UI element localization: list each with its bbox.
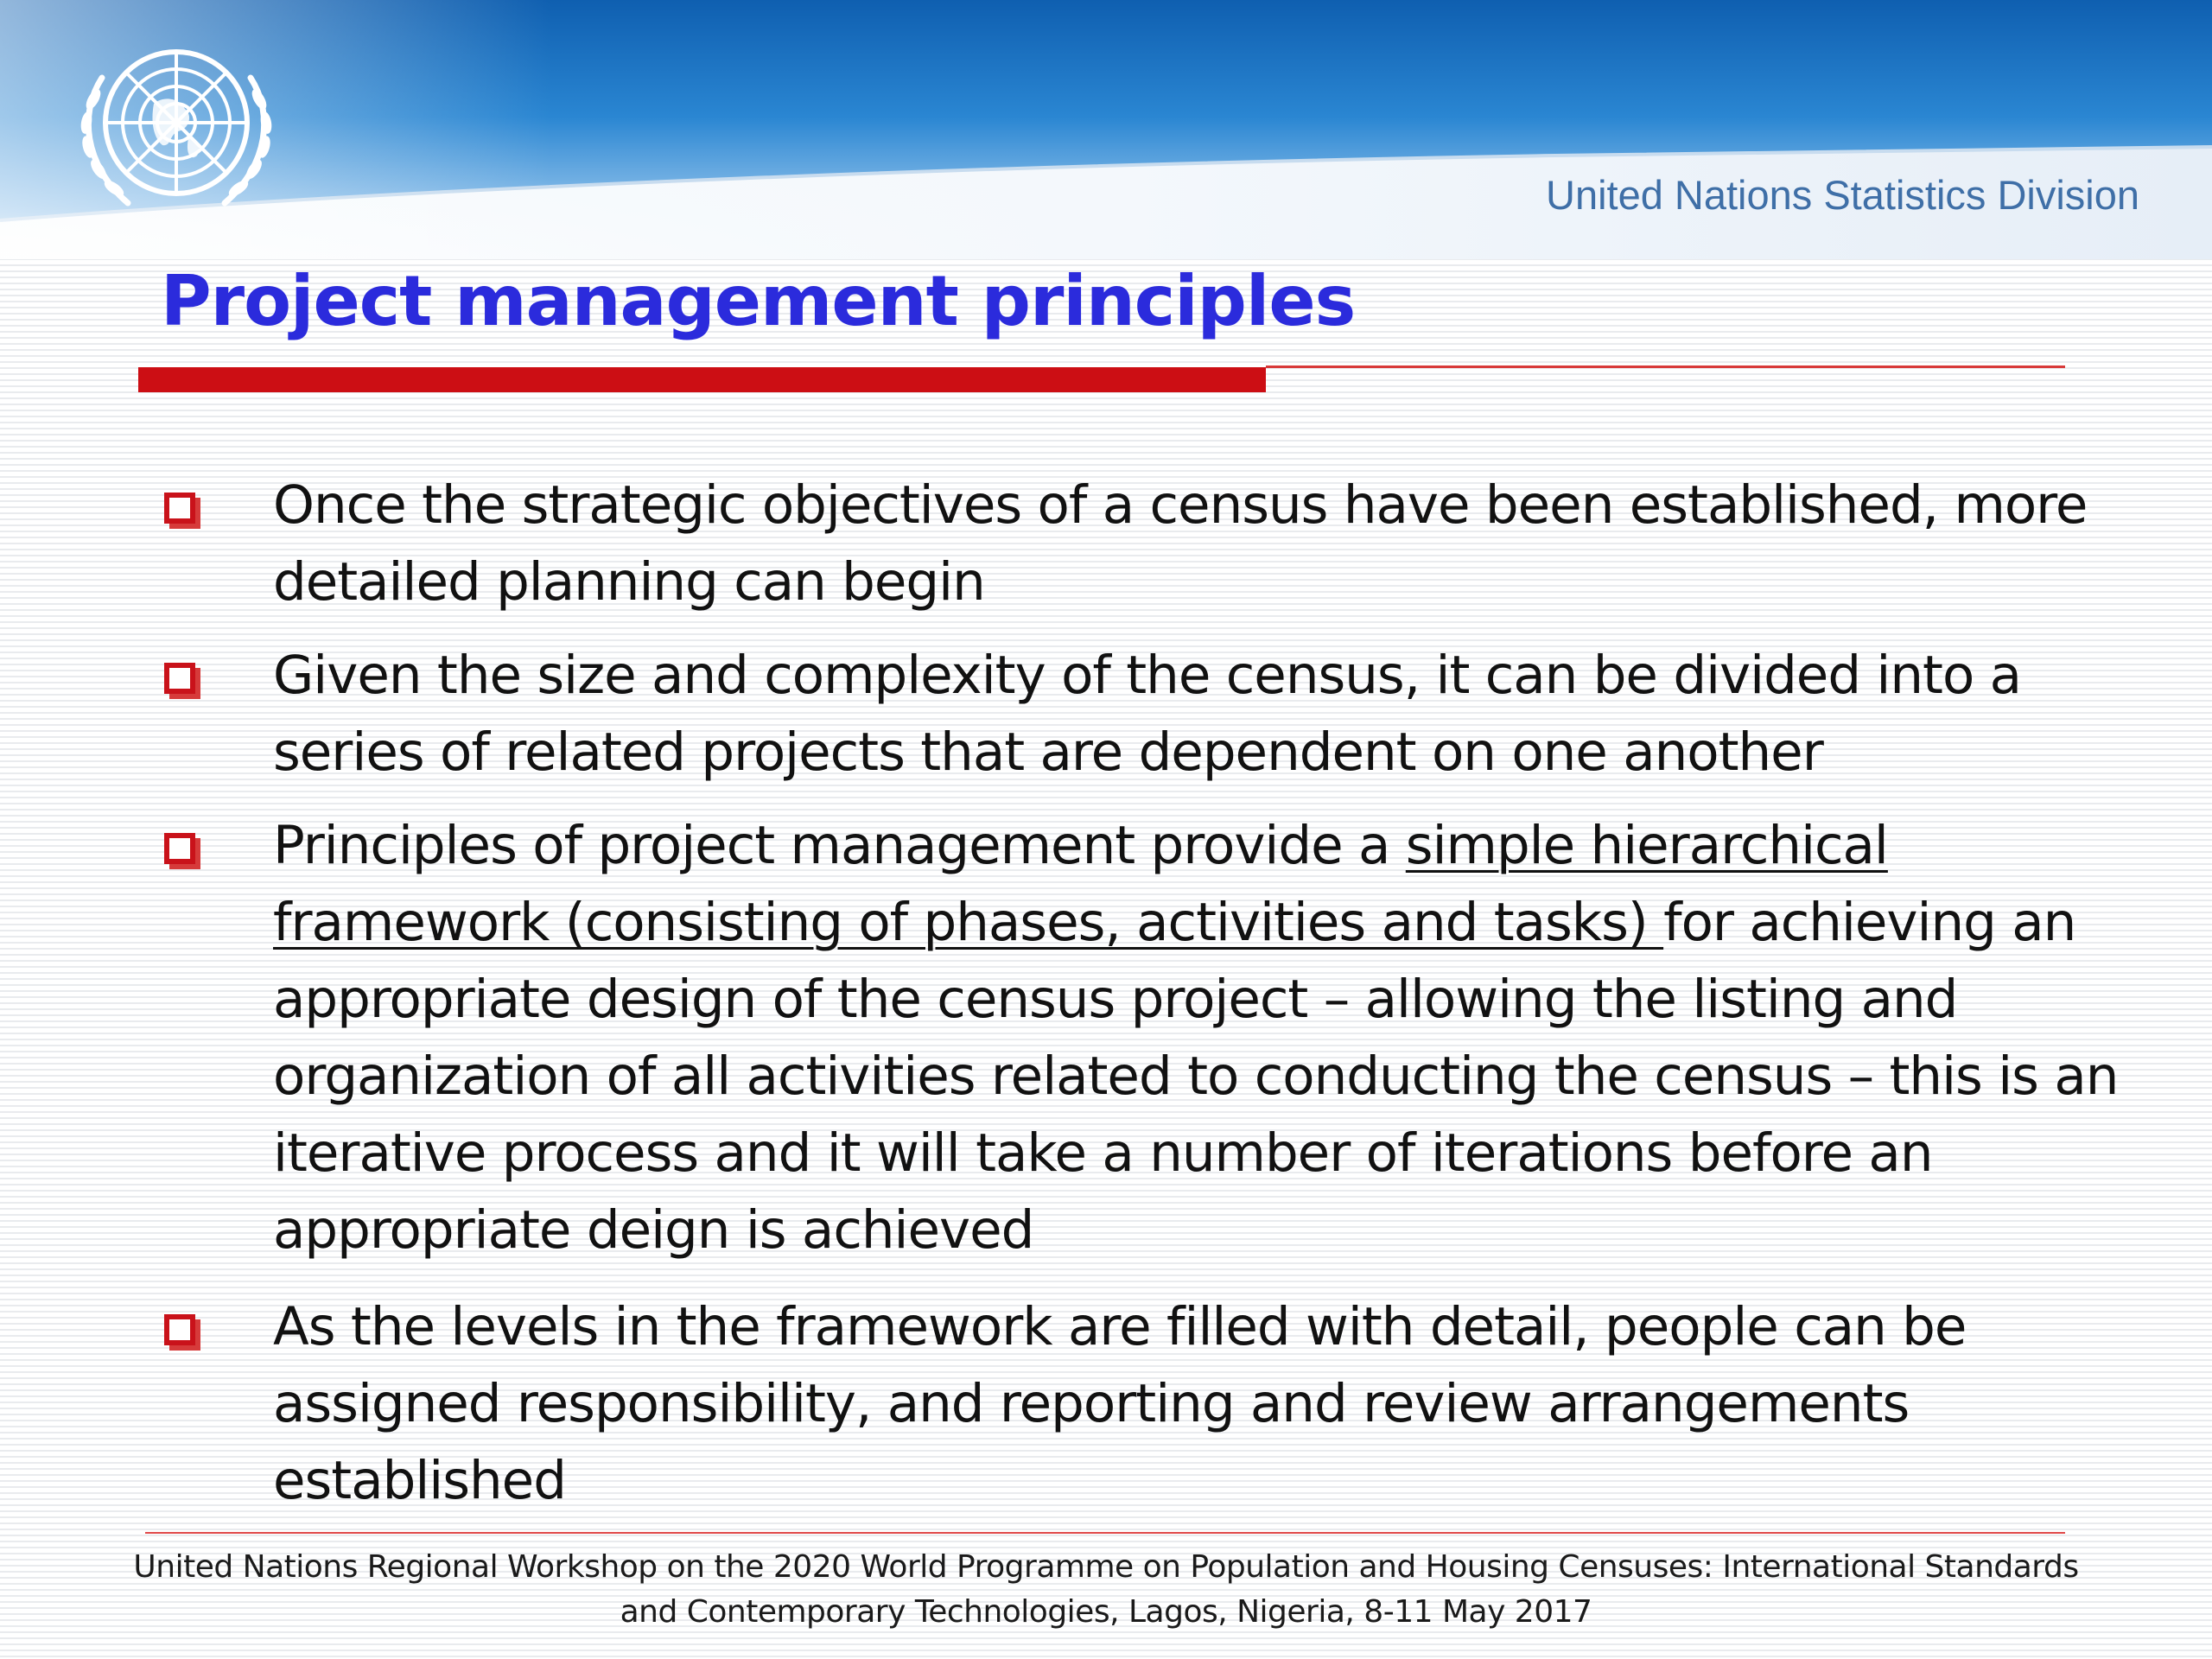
bullet-text-end: for achieving an appropriate design of the census project – allowing the listing and organization of all activities related to conducting the census – this is an iterative process and it will take a number of iterations before an appropriate deign is achieved [273, 892, 2119, 1261]
organization-name: United Nations Statistics Division [1546, 172, 2139, 218]
footer-divider [145, 1532, 2065, 1534]
bullet-text [273, 807, 2131, 1268]
slide-title: Project management principles [161, 261, 1356, 341]
bullet-text: As the levels in the framework are filled with detail, people can be assigned responsibility, and reporting and review arrangements established [273, 1296, 1967, 1511]
bullet-text: Once the strategic objectives of a census have been established, more detailed planning can begin [273, 474, 2088, 613]
checkbox-bullet-icon [164, 663, 195, 694]
underlined-phrase: simple hierarchical framework (consisting of phases, activities and tasks) [273, 815, 1888, 953]
footer-line-2: and Contemporary Technologies, Lagos, Nigeria, 8-11 May 2017 [620, 1594, 1592, 1630]
footer [121, 1545, 2091, 1635]
checkbox-bullet-icon [164, 1314, 195, 1345]
checkbox-bullet-icon [164, 833, 195, 864]
checkbox-bullet-icon [164, 493, 195, 524]
un-emblem-icon [67, 26, 285, 225]
header-banner [0, 0, 2212, 259]
bullet-text-start: Principles of project management provide a [273, 815, 1406, 876]
title-underline-bar [138, 367, 1266, 392]
bullet-text: Given the size and complexity of the census, it can be divided into a series of related projects that are dependent on one another [273, 645, 2022, 783]
banner-background [0, 0, 2212, 259]
footer-line-1: United Nations Regional Workshop on the 2020 World Programme on Population and Housing Censuses: International Standards [133, 1549, 2079, 1585]
title-underline-rule [1266, 365, 2065, 368]
